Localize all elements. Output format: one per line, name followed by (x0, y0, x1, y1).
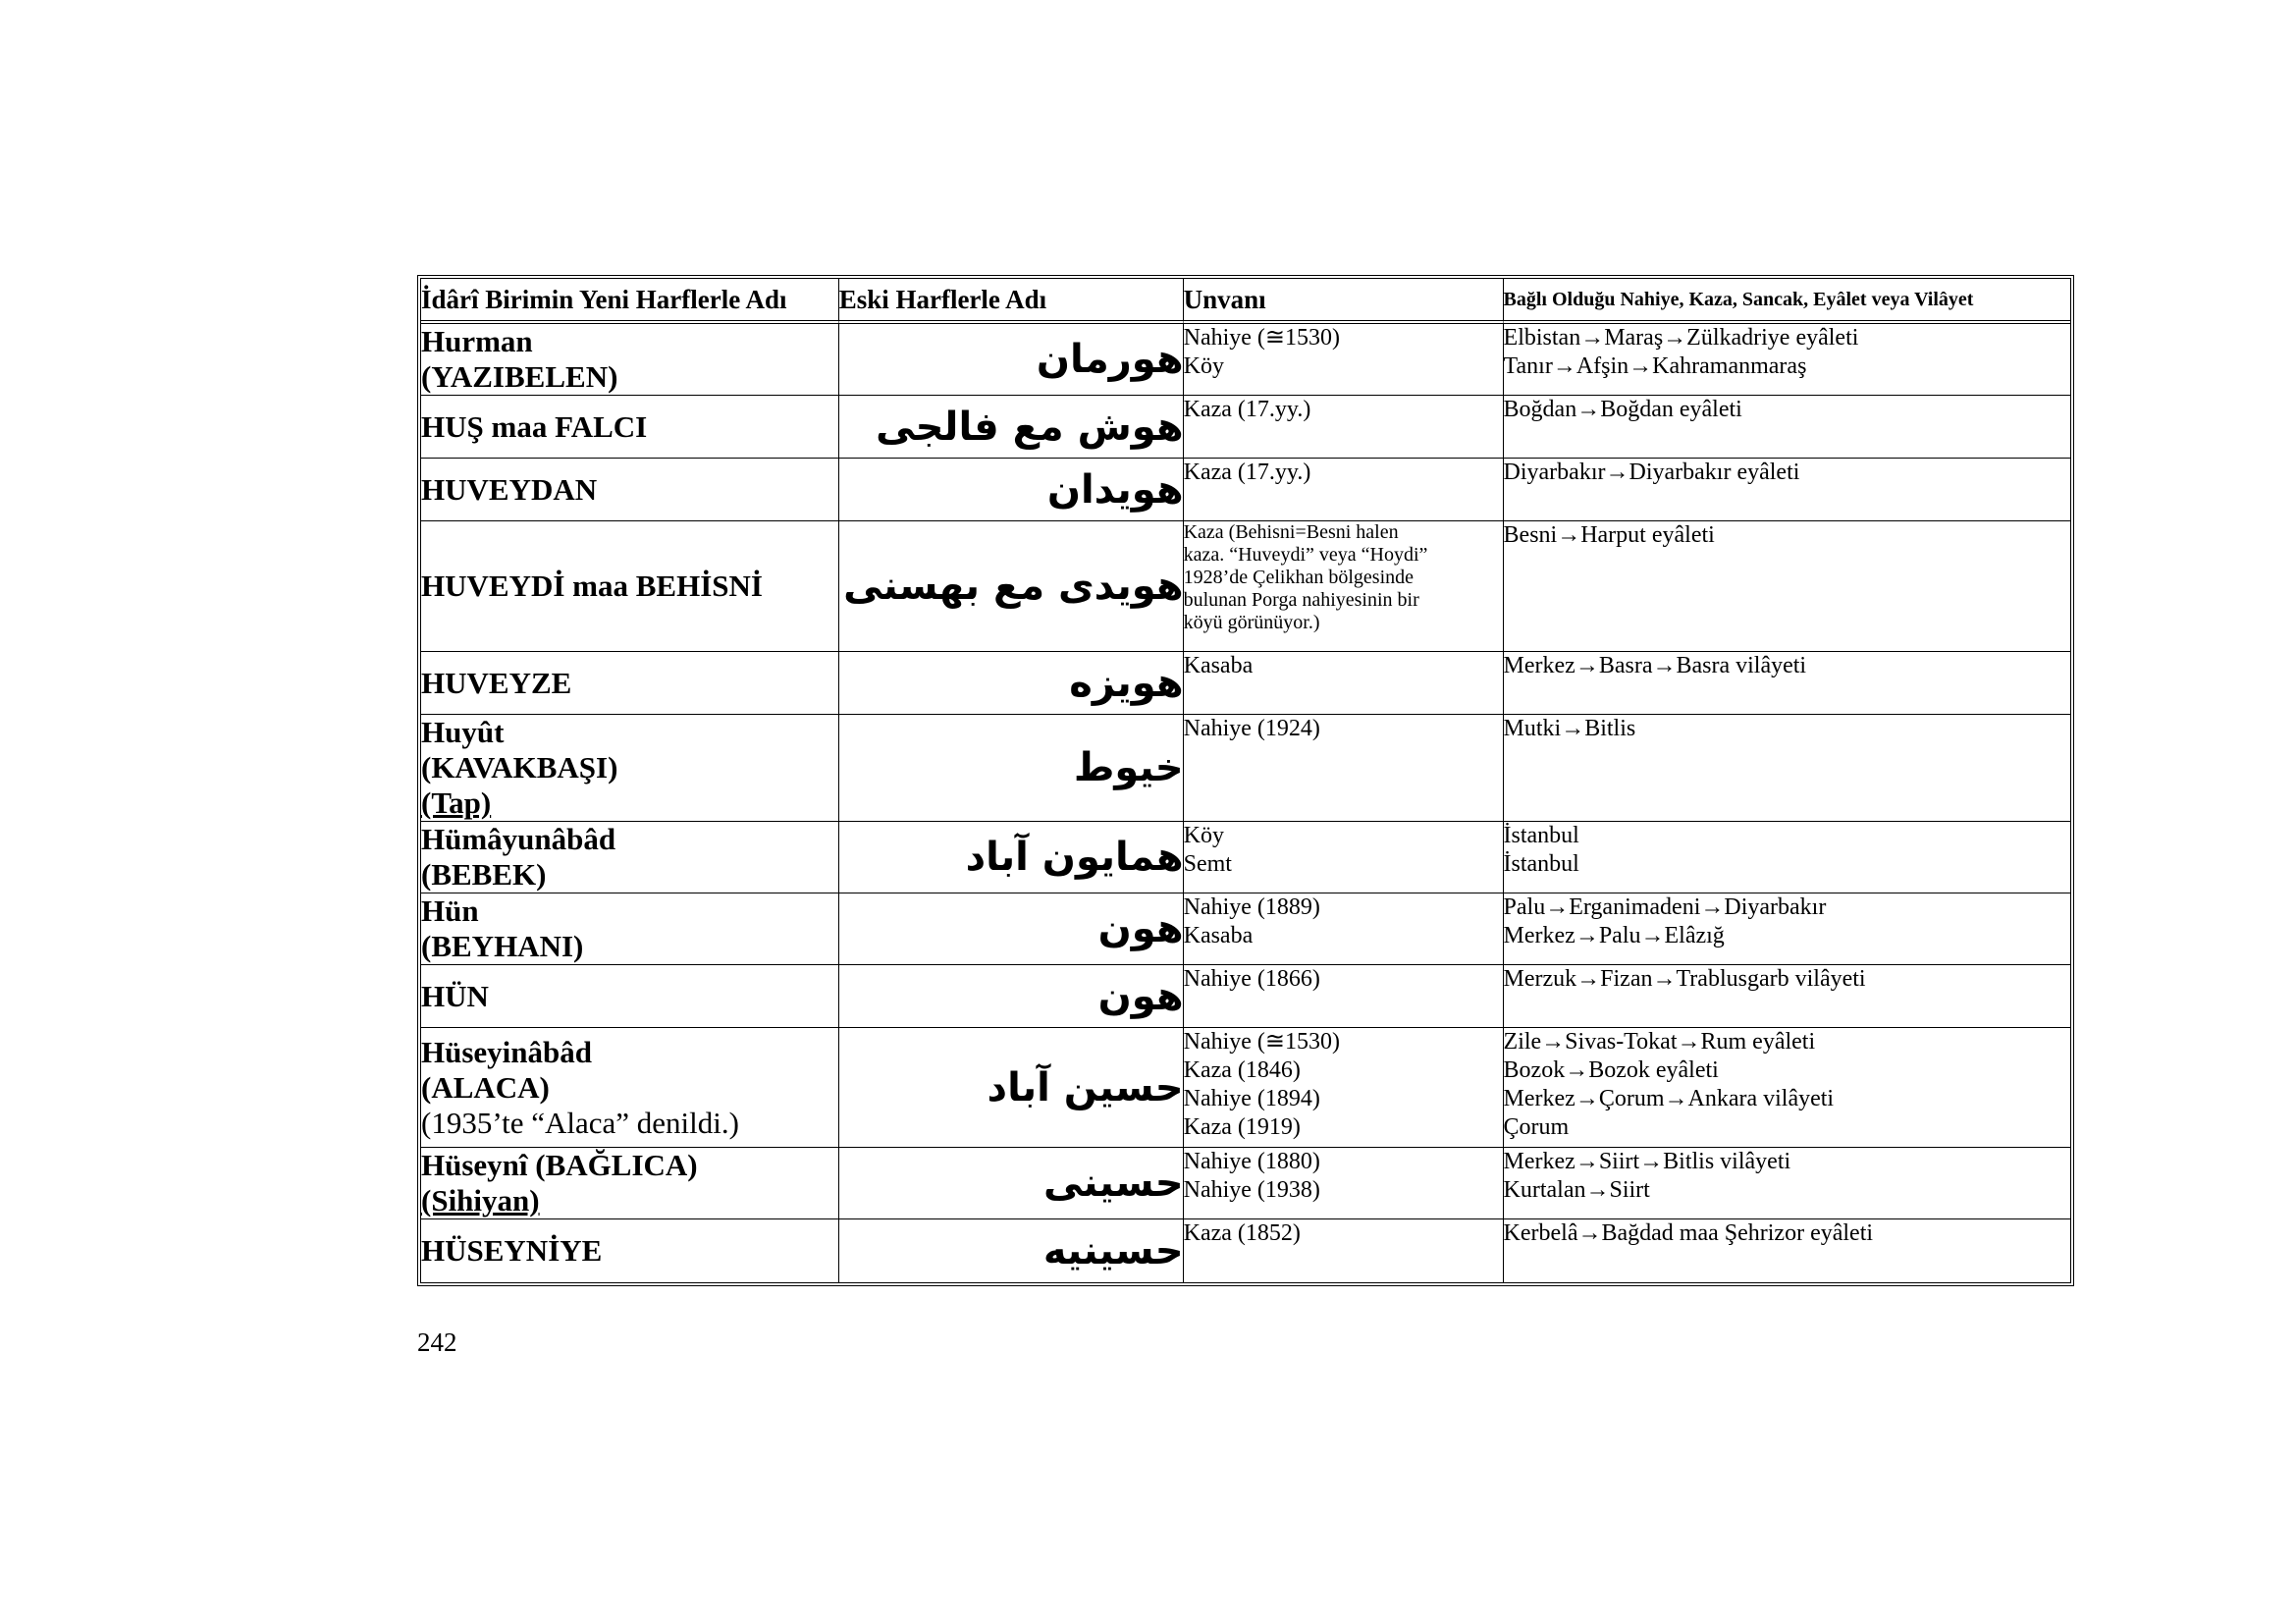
cell-old-name: حسين آباد (839, 1028, 1184, 1148)
cell-name (421, 715, 839, 822)
cell-title (1184, 521, 1504, 652)
cell-title (1184, 1028, 1504, 1148)
table-row (421, 893, 2070, 965)
name-line: Hümâyunâbâd (421, 822, 616, 856)
cell-affiliation (1504, 822, 2070, 893)
affiliation-line: İstanbul (1503, 851, 1579, 877)
affiliation-line: Mutki→Bitlis (1503, 716, 1636, 741)
table-row (421, 965, 2070, 1028)
cell-affiliation (1504, 1148, 2070, 1219)
cell-name (421, 1028, 839, 1148)
affiliation-line: Merkez→Palu→Elâzığ (1503, 923, 1725, 948)
cell-name (421, 324, 839, 396)
title-line: Köy (1183, 823, 1224, 848)
title-line: Nahiye (≅1530) (1183, 325, 1341, 351)
affiliation-line: Zile→Sivas-Tokat→Rum eyâleti (1503, 1029, 1816, 1055)
affiliation-line: Çorum (1503, 1114, 1570, 1140)
cell-old-name: هون (839, 893, 1184, 965)
affiliation-line: Kerbelâ→Bağdad maa Şehrizor eyâleti (1503, 1220, 1874, 1246)
affiliation-line: İstanbul (1503, 823, 1579, 848)
name-line: Hurman (421, 324, 533, 358)
cell-title (1184, 965, 1504, 1028)
name-line: (BEYHANI) (421, 929, 584, 963)
cell-title (1184, 652, 1504, 715)
title-line: Nahiye (1894) (1183, 1086, 1320, 1111)
header-name: İdârî Birimin Yeni Harflerle Adı (421, 279, 839, 324)
affiliation-line: Diyarbakır→Diyarbakır eyâleti (1503, 460, 1800, 485)
page-number: 242 (417, 1327, 457, 1357)
cell-old-name: هوش مع فالجى (839, 396, 1184, 459)
name-line: (1935’te “Alaca” denildi.) (421, 1105, 739, 1140)
cell-title (1184, 459, 1504, 521)
cell-old-name: هويدان (839, 459, 1184, 521)
name-line: Hüseyinâbâd (421, 1034, 593, 1069)
title-line: Kaza (1852) (1183, 1220, 1301, 1246)
cell-name (421, 652, 839, 715)
name-line: HÜSEYNİYE (421, 1233, 603, 1268)
cell-affiliation (1504, 1219, 2070, 1282)
name-line: HUVEYDAN (421, 471, 598, 507)
table-row (421, 1148, 2070, 1219)
table-row (421, 1028, 2070, 1148)
header-title: Unvanı (1184, 279, 1504, 324)
table-row (421, 1219, 2070, 1282)
cell-old-name: همايون آباد (839, 822, 1184, 893)
cell-affiliation (1504, 521, 2070, 652)
table-row (421, 715, 2070, 822)
cell-affiliation (1504, 652, 2070, 715)
affiliation-line: Tanır→Afşin→Kahramanmaraş (1503, 353, 1807, 379)
cell-name (421, 965, 839, 1028)
cell-old-name: خيوط (839, 715, 1184, 822)
title-line: Kaza (1919) (1183, 1114, 1301, 1140)
affiliation-line: Boğdan→Boğdan eyâleti (1503, 397, 1742, 422)
cell-name (421, 521, 839, 652)
title-line: Nahiye (1880) (1183, 1149, 1320, 1174)
affiliation-line: Bozok→Bozok eyâleti (1503, 1057, 1719, 1083)
name-line: (BEBEK) (421, 857, 547, 892)
cell-title (1184, 396, 1504, 459)
affiliation-line: Merkez→Basra→Basra vilâyeti (1503, 653, 1807, 678)
cell-title (1184, 822, 1504, 893)
name-line: (ALACA) (421, 1069, 550, 1105)
cell-affiliation (1504, 965, 2070, 1028)
title-line: Nahiye (≅1530) (1183, 1029, 1341, 1055)
title-line: Nahiye (1924) (1183, 716, 1320, 741)
cell-old-name: هورمان (839, 324, 1184, 396)
name-line: HUVEYDİ maa BEHİSNİ (421, 568, 763, 603)
name-line: Hüseynî (BAĞLICA) (421, 1148, 698, 1182)
title-line: Kaza (1846) (1183, 1057, 1301, 1083)
name-line: (Sihiyan) (421, 1183, 540, 1218)
table-row (421, 822, 2070, 893)
name-line: HÜN (421, 978, 489, 1013)
cell-name (421, 1148, 839, 1219)
table-row (421, 521, 2070, 652)
cell-name (421, 822, 839, 893)
title-line: Köy (1183, 353, 1224, 379)
title-line: Kasaba (1183, 923, 1254, 948)
table-row (421, 396, 2070, 459)
cell-title (1184, 715, 1504, 822)
header-old-name: Eski Harflerle Adı (839, 279, 1184, 324)
table-row (421, 459, 2070, 521)
cell-old-name: هون (839, 965, 1184, 1028)
title-line: Semt (1183, 851, 1232, 877)
cell-affiliation (1504, 324, 2070, 396)
name-line: HUŞ maa FALCI (421, 408, 648, 444)
title-line: Nahiye (1866) (1183, 966, 1320, 992)
table-header-row (421, 279, 2070, 324)
affiliation-line: Merkez→Çorum→Ankara vilâyeti (1503, 1086, 1835, 1111)
title-line: Nahiye (1889) (1183, 894, 1320, 920)
cell-name (421, 1219, 839, 1282)
cell-affiliation (1504, 1028, 2070, 1148)
cell-affiliation (1504, 459, 2070, 521)
cell-old-name: هويزه (839, 652, 1184, 715)
cell-old-name: حسينيه (839, 1219, 1184, 1282)
cell-old-name: حسينى (839, 1148, 1184, 1219)
cell-name (421, 459, 839, 521)
cell-title (1184, 1219, 1504, 1282)
affiliation-line: Kurtalan→Siirt (1503, 1177, 1650, 1203)
affiliation-line: Besni→Harput eyâleti (1503, 522, 1715, 548)
table-row (421, 324, 2070, 396)
cell-name (421, 893, 839, 965)
cell-title (1184, 324, 1504, 396)
name-line: HUVEYZE (421, 665, 572, 700)
cell-title (1184, 1148, 1504, 1219)
cell-name (421, 396, 839, 459)
title-line: kaza. “Huveydi” veya “Hoydi” (1183, 544, 1428, 566)
cell-old-name: هويدى مع بهسنى (839, 521, 1184, 652)
affiliation-line: Palu→Erganimadeni→Diyarbakır (1503, 894, 1827, 920)
gazetteer-table (417, 275, 2074, 1286)
title-line: köyü görünüyor.) (1183, 612, 1320, 633)
title-line: 1928’de Çelikhan bölgesinde (1183, 567, 1415, 588)
title-line: bulunan Porga nahiyesinin bir (1183, 589, 1419, 611)
affiliation-line: Merzuk→Fizan→Trablusgarb vilâyeti (1503, 966, 1866, 992)
title-line: Kaza (17.yy.) (1183, 397, 1311, 422)
cell-affiliation (1504, 396, 2070, 459)
table-body (421, 324, 2070, 1282)
cell-affiliation (1504, 893, 2070, 965)
cell-affiliation (1504, 715, 2070, 822)
header-affiliation: Bağlı Olduğu Nahiye, Kaza, Sancak, Eyâlet veya Vilâyet (1504, 279, 2070, 324)
cell-title (1184, 893, 1504, 965)
table-row (421, 652, 2070, 715)
title-line: Kaza (17.yy.) (1183, 460, 1311, 485)
name-line: Huyût (421, 715, 505, 749)
affiliation-line: Merkez→Siirt→Bitlis vilâyeti (1503, 1149, 1791, 1174)
title-line: Nahiye (1938) (1183, 1177, 1320, 1203)
name-line: (KAVAKBAŞI) (421, 750, 618, 785)
title-line: Kasaba (1183, 653, 1254, 678)
title-line: Kaza (Behisni=Besni halen (1183, 521, 1399, 543)
affiliation-line: Elbistan→Maraş→Zülkadriye eyâleti (1503, 325, 1859, 351)
name-line: (YAZIBELEN) (421, 359, 618, 394)
name-line: (Tap) (421, 785, 492, 820)
name-line: Hün (421, 893, 479, 928)
